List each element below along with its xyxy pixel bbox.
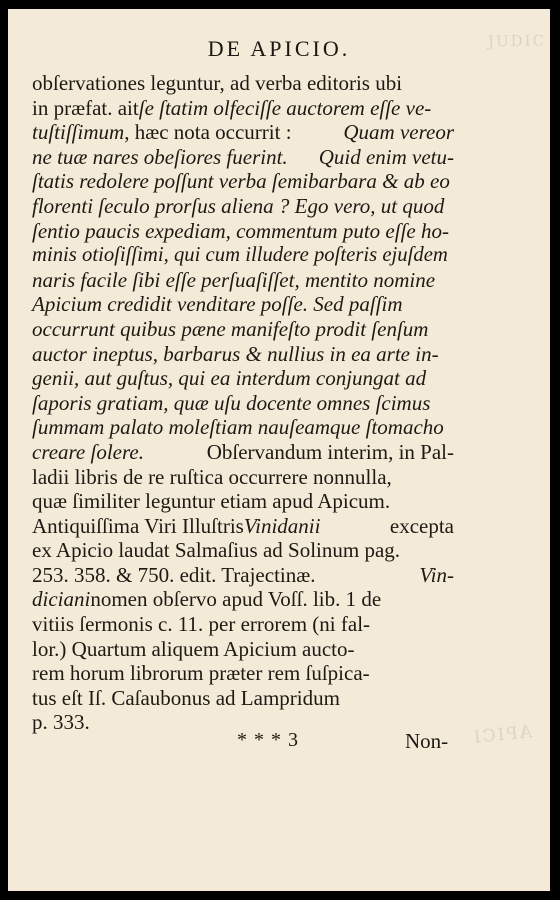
text-line: quæ ſimiliter leguntur etiam apud Apicum. [32, 489, 391, 514]
catchword: Non- [405, 729, 449, 753]
text-line: naris facile ſibi eſſe perſuaſiſſet, mentito nomine [32, 267, 436, 292]
text-line: dicianinomen obſervo apud Voſſ. lib. 1 de [32, 587, 382, 612]
text-line: Apicium credidit venditare poſſe. Sed paſſim [32, 292, 403, 317]
text-line: ſummam palato moleſtiam nauſeamque ſtomacho [32, 415, 444, 440]
text-line: lor.) Quartum aliquem Apicium aucto- [32, 636, 355, 661]
show-through-text-middle: APICI [470, 721, 533, 749]
text-line: auctor ineptus, barbarus & nullius in ea arte in- [32, 341, 439, 366]
body-text [32, 71, 454, 735]
text-line: creare ſolere. Obſervandum interim, in Pal- [32, 439, 454, 464]
text-line: ſtatis redolere poſſunt verba ſemibarbara & ab eo [32, 169, 450, 194]
text-line: vitiis ſermonis c. 11. per errorem (ni fal- [32, 612, 371, 637]
signature-mark: * * * 3 [237, 729, 299, 751]
text-line: occurrunt quibus pæne manifeſto prodit ſenſum [32, 316, 429, 341]
page-footer [8, 729, 550, 759]
text-line: tus eſt Iſ. Caſaubonus ad Lampridum [32, 685, 340, 710]
text-line: ſaporis gratiam, quæ uſu docente omnes ſcimus [32, 390, 431, 415]
text-line: minis otioſiſſimi, qui cum illudere poſteris ejuſdem [32, 244, 448, 267]
text-line: ladii libris de re ruſtica occurrere nonnulla, [32, 464, 392, 489]
text-line: Antiquiſſima Viri IlluſtrisVinidanii excepta [32, 513, 454, 538]
text-line: in præfat. aitſe ſtatim olfeciſſe auctorem eſſe ve- [32, 95, 432, 120]
text-line: florenti ſeculo prorſus aliena ? Ego vero, ut quod [32, 193, 445, 218]
text-line: obſervationes leguntur, ad verba editoris ubi [32, 71, 403, 95]
text-line: ne tuæ nares obeſiores fuerint. Quid enim vetu- [32, 144, 454, 169]
text-line: tuſtiſſimum, hæc nota occurrit : Quam vereor [32, 120, 454, 145]
text-line: p. 333. [32, 710, 90, 735]
text-line: rem horum librorum præter rem ſuſpica- [32, 661, 370, 686]
running-head: DE APICIO. [207, 36, 351, 61]
text-line: ſentio paucis expediam, commentum puto eſſe ho- [32, 218, 449, 243]
text-line: ex Apicio laudat Salmaſius ad Solinum pag. [32, 538, 401, 563]
text-line: genii, aut guſtus, qui ea interdum conjungat ad [32, 366, 427, 391]
text-line: 253. 358. & 750. edit. Trajectinæ. Vin- [32, 562, 454, 587]
book-page [8, 9, 550, 891]
show-through-text-top: JUDIC [487, 31, 547, 51]
